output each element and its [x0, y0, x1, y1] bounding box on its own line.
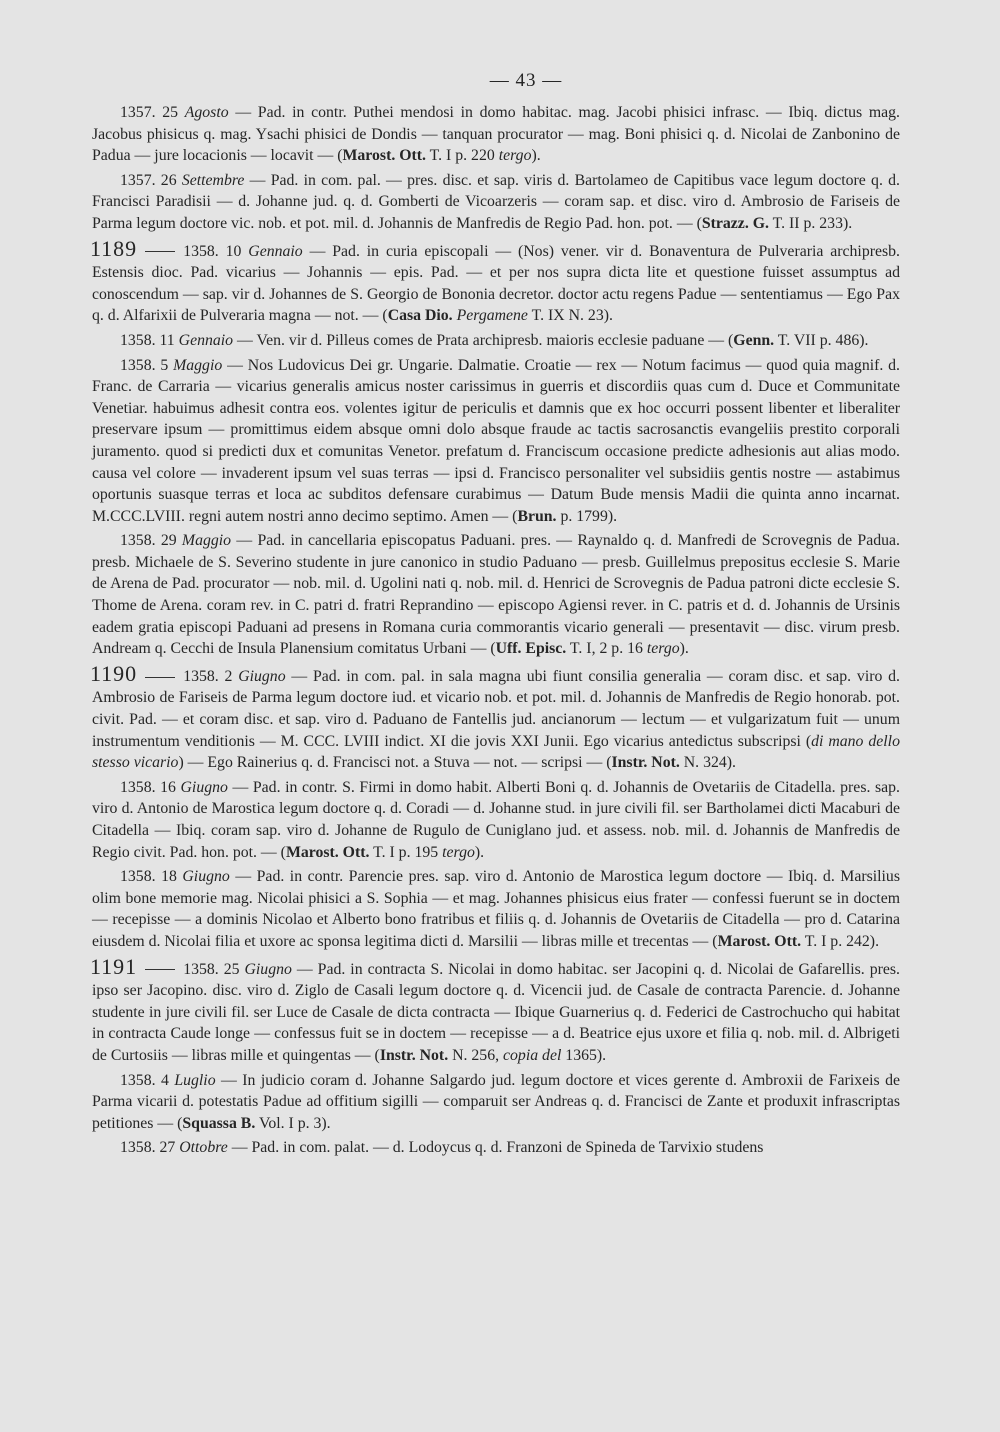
entry-text: 1358. 25: [183, 960, 245, 978]
entry-text: ) — Ego Rainerius q. d. Francisci not. a Stuva — not. — scripsi — (: [178, 754, 612, 772]
entry-number: 1189: [90, 235, 138, 261]
italic-text: tergo: [442, 843, 475, 861]
entry-text: ).: [679, 640, 689, 658]
entry-text: — Pad. in contr. Parencie pres. sap. viro d. Antonio de Marostica legum doctore — Ibiq. d. Marsilius olim bone memorie mag. Nicolai phisici a S. Sophia — et mag. Johannes phisicus eius frater — confessi fuerunt se in doctem — recepisse — a dominis Nicolao et Alberto bono fratribus et filiis q. d. Johannis de Ovetariis de Citadella — pro d. Catarina eiusdem d. Nicolai filia et uxore ac sponsa legitima dicti d. Marsilii — libras mille et trecentas — (: [92, 868, 900, 950]
entry-paragraph: [92, 355, 900, 528]
italic-text: copia del: [503, 1046, 562, 1064]
source-citation: Casa Dio.: [387, 307, 453, 325]
entry-text: 1358. 11: [120, 331, 179, 349]
entry-paragraph: [92, 777, 900, 863]
italic-text: Settembre: [181, 171, 245, 189]
entry-number-dash: [145, 251, 175, 252]
italic-text: Maggio: [173, 356, 223, 374]
italic-text: Ottobre: [179, 1139, 228, 1157]
entry-text: T. I, 2 p. 16: [566, 640, 647, 658]
entry-text: T. I p. 242).: [801, 932, 880, 950]
source-citation: Uff. Episc.: [495, 640, 567, 658]
entry-paragraph: [92, 866, 900, 952]
entry-text: 1358. 29: [120, 532, 182, 550]
entry-paragraph: [92, 330, 900, 352]
italic-text: Pergamene: [456, 307, 528, 325]
entry-number-dash: [145, 969, 175, 970]
entry-paragraph: [90, 235, 900, 327]
entry-paragraph: [92, 170, 900, 235]
entry-text: — Pad. in contracta S. Nicolai in domo habitac. ser Jacopini q. d. Nicolai de Gafarellis. pres. ipso ser Jacopino. disc. viro d. Ziglo de Casali legum doctore q. d. Vicencii jud. de Casale de contracta Parencie. d. Johanne studente in jure civili fil. ser Luce de Casale de dicta contracta — Ibique Guarnerius q. d. Federici de Castrochucho qui habitat in contracta Caude longe — confessus fuit se in doctem — recepisse — a d. Beatrice ejus uxore et filia q. nob. mil. d. Albrigeti de Curtosiis — libras mille et quingentas — (: [92, 960, 900, 1064]
italic-text: Giugno: [238, 667, 286, 685]
entry-text: — Ven. vir d. Pilleus comes de Prata archipresb. maioris ecclesie paduane — (: [233, 331, 734, 349]
italic-text: tergo: [498, 147, 532, 165]
entry-text: Vol. I p. 3).: [255, 1114, 331, 1132]
italic-text: Agosto: [184, 104, 229, 121]
italic-text: Giugno: [244, 960, 292, 978]
entry-text: T. I p. 220: [426, 147, 499, 165]
italic-text: Gennaio: [178, 331, 234, 349]
entries-list: [92, 102, 900, 1159]
entry-text: 1357. 25: [120, 104, 185, 121]
entry-text: 1357. 26: [120, 171, 182, 189]
entry-text: T. I p. 195: [369, 843, 443, 861]
source-citation: Marost. Ott.: [285, 843, 370, 861]
entry-text: p. 1799).: [556, 507, 618, 525]
entry-text: 1358. 4: [120, 1071, 175, 1089]
entry-text: T. VII p. 486).: [774, 331, 869, 349]
entry-text: N. 324).: [679, 754, 736, 772]
italic-text: tergo: [646, 640, 680, 658]
italic-text: Giugno: [182, 868, 230, 886]
entry-text: ).: [531, 147, 541, 165]
entry-text: T. IX N. 23).: [527, 307, 613, 325]
entry-text: — In judicio coram d. Johanne Salgardo jud. legum doctore et vices gerente d. Ambroxii de Farixeis de Parma vicarii d. potestatis Padue ad offitium sigilli — comparuit ser Andreas q. d. Francisci de Zante et produxit infrascriptas petitiones — (: [92, 1071, 901, 1132]
entry-text: — Pad. in com. pal. — pres. disc. et sap. viris d. Bartolameo de Capitibus vace legum doctore q. d. Francisci Paradisii — d. Johanne jud. q. d. Gomberti de Vicoarzeris — coram sap. et disc. viro d. Ambrosio de Fariseis de Parma legum doctore vic. nob. et pot. mil. d. Johannis de Manfredis de Regio Pad. hon. pot. — (: [92, 171, 900, 232]
entry-text: — Pad. in contr. S. Firmi in domo habit. Alberti Boni q. d. Johannis de Ovetariis de Citadella. pres. sap. viro d. Antonio de Marostica legum doctore q. d. Coradi — d. Johanne stud. in jure civili fil. ser Bartholamei dicti Macaburi de Citadella — Ibiq. coram sap. viro d. Johanne de Rugulo de Cuniglano jud. et assess. nob. mil. d. Johannis de Manfredis de Regio civit. Pad. hon. pot. — (: [92, 778, 900, 861]
entry-paragraph: [92, 1070, 900, 1135]
entry-paragraph: [90, 660, 900, 774]
entry-text: — Nos Ludovicus Dei gr. Ungarie. Dalmatie. Croatie — rex — Notum facimus — quod quia magnif. d. Franc. de Carraria — vicarius generalis amicus noster carissimus in guerris et discordiis quas cum d. Duce et Communitate Venetiar. habuimus adhesit contra eos. volentes igitur de periculis et damnis que ex hoc occurri possent libenter et liberaliter preservare ipsum — promittimus eidem absque omni dolo absque fraude ac tactis sacrosanctis evangeliis prestito corporali juramento. quod si predicti dux et comunitas Venetor. prefatum d. Franciscum occasione predicte adhesionis aut alias modo. causa vel colore — invaderent ipsum vel suas terras — ipsi d. Francisco personaliter vel subsidiis gentis nostre — astabimus oportunis suasque terras et loca ac subditos defensare curabimus — Datum Bude mensis Madii die quinta anno incarnat. M.CCC.LVIII. regni autem nostri anno decimo septimo. Amen — (: [92, 356, 900, 525]
source-citation: Strazz. G.: [701, 214, 769, 232]
italic-text: Luglio: [174, 1071, 216, 1089]
entry-number-dash: [145, 677, 175, 678]
entry-text: 1358. 18: [120, 868, 183, 886]
entry-text: 1358. 2: [183, 667, 239, 685]
entry-text: N. 256,: [448, 1046, 504, 1064]
entry-number: 1190: [90, 660, 138, 686]
entry-number: 1191: [90, 953, 138, 979]
italic-text: di mano dello stesso vicario: [92, 732, 900, 772]
italic-text: Giugno: [180, 778, 228, 796]
entry-text: — Pad. in com. pal. in sala magna ubi fiunt consilia generalia — coram disc. et sap. viro d. Ambrosio de Fariseis de Parma legum doctore iud. et vicario nob. et pot. mil. d. Johannis de Manfredis de Regio honorab. pot. civit. Pad. — et coram disc. et sap. viro d. Paduano de Fantellis jud. ancianorum — lectum — et vulgarizatum fuit — unum instrumentum venditionis — M. CCC. LVIII indict. XI die jovis XXI Junii. Ego vicarius antedictus subscripsi (: [92, 667, 900, 750]
source-citation: Instr. Not.: [379, 1046, 449, 1064]
entry-text: — Pad. in com. palat. — d. Lodoycus q. d. Franzoni de Spineda de Tarvixio studens: [227, 1139, 764, 1157]
entry-text: 1358. 5: [120, 356, 174, 374]
entry-text: 1358. 16: [120, 778, 181, 796]
source-citation: Brun.: [517, 507, 557, 525]
entry-text: — Pad. in cancellaria episcopatus Paduani. pres. — Raynaldo q. d. Manfredi de Scrovegnis de Padua. presb. Michaele de S. Severino studente in jure canonico in studio Paduano — presb. Guillelmus prepositus ecclesie S. Marie de Arena de Pad. procurator — nob. mil. d. Ugolini nati q. nob. mil. d. Henrici de Scrovegnis de Padua patroni dicte ecclesie S. Thome de Arena. coram rev. in C. patri d. fratri Reprandino — episcopo Agiensi rever. in C. patris et d. d. Johannis de Ursinis eadem gratia episcopi Paduani ad presens in Romana curia commorantis vicario generali — presentavit — disc. virum presb. Andream q. Cecchi de Insula Planensium comitatus Urbani — (: [92, 532, 900, 658]
source-citation: Marost. Ott.: [342, 147, 426, 165]
entry-text: — Pad. in contr. Puthei mendosi in domo habitac. mag. Jacobi phisici infrasc. — Ibiq. dictus mag. Jacobus phisicus q. mag. Ysachi phisici de Dondis — tanquan procurator — mag. Boni phisici q. d. Nicolai de Zanbonino de Padua — jure locacionis — locavit — (: [92, 104, 900, 165]
entry-paragraph: [92, 102, 900, 167]
italic-text: Maggio: [181, 532, 232, 550]
entry-text: 1358. 27: [120, 1139, 180, 1157]
entry-text: ).: [474, 843, 485, 861]
entry-text: 1358. 10: [183, 242, 249, 260]
source-citation: Marost. Ott.: [717, 932, 802, 950]
entry-text: 1365).: [561, 1046, 607, 1064]
source-citation: Squassa B.: [182, 1114, 256, 1132]
entry-text: T. II p. 233).: [768, 214, 853, 232]
entry-paragraph: [92, 530, 900, 660]
source-citation: Instr. Not.: [611, 754, 680, 772]
page-number: — 43 —: [489, 70, 563, 91]
entry-paragraph: [92, 1137, 900, 1159]
entry-text: — Pad. in curia episcopali — (Nos) vener. vir d. Bonaventura de Pulveraria archipresb. Estensis dioc. Pad. vicarius — Johannis — epis. Pad. — et per nos supra dicta lite et questione fuisset assumptus ad conoscendum — sap. vir d. Johannes de S. Georgio de Bononia decretor. doctor actu regens Padue — sententiamus — Ego Pax q. d. Alfarixii de Pulveraria magna — not. — (: [92, 242, 900, 325]
italic-text: Gennaio: [248, 242, 303, 260]
entry-paragraph: [90, 953, 900, 1067]
source-citation: Genn.: [733, 331, 775, 349]
